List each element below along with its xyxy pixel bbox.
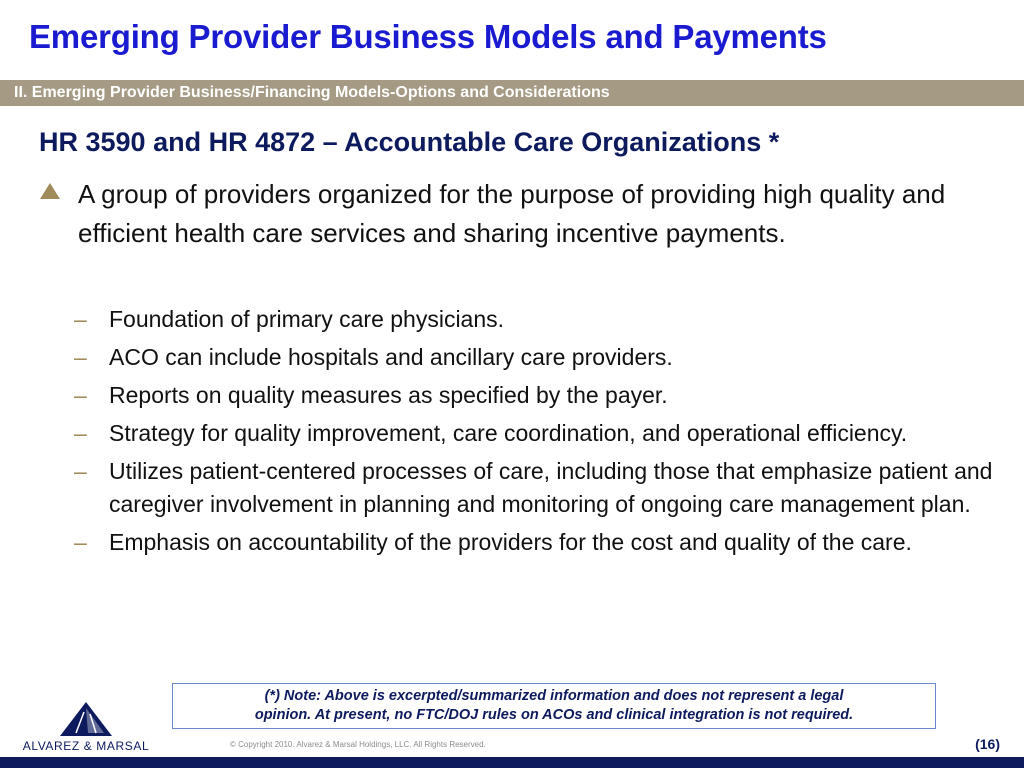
- note-line-2: opinion. At present, no FTC/DOJ rules on ACOs and clinical integration is not required.: [254, 707, 854, 723]
- triangle-bullet-icon: [40, 183, 60, 199]
- sub-bullet-item: [74, 417, 994, 450]
- sub-bullet-text: ACO can include hospitals and ancillary care providers.: [109, 344, 673, 370]
- dash-marker: –: [74, 529, 87, 555]
- copyright-text: © Copyright 2010. Alvarez & Marsal Holdings, LLC. All Rights Reserved.: [230, 740, 486, 749]
- section-label: II. Emerging Provider Business/Financing Models-Options and Considerations: [14, 84, 610, 101]
- legal-note-box: [172, 683, 936, 729]
- sub-bullet-text: Reports on quality measures as specified by the payer.: [109, 382, 668, 408]
- page-number: (16): [975, 736, 1000, 752]
- sub-bullet-text: Foundation of primary care physicians.: [109, 306, 505, 332]
- sub-bullet-text: Utilizes patient-centered processes of care, including those that emphasize patient and caregiver involvement in planning and monitoring of ongoing care management plan.: [109, 458, 993, 517]
- dash-marker: –: [74, 306, 87, 332]
- sub-bullet-item: [74, 341, 994, 374]
- slide-title: Emerging Provider Business Models and Payments: [29, 18, 827, 55]
- sub-bullet-item: [74, 303, 994, 336]
- sub-bullet-item: [74, 526, 994, 559]
- note-line-1: (*) Note: Above is excerpted/summarized information and does not represent a legal: [264, 688, 844, 704]
- mountain-logo-icon: [58, 700, 114, 738]
- main-bullet-text: A group of providers organized for the purpose of providing high quality and efficient health care services and sharing incentive payments.: [78, 179, 946, 248]
- section-bar: [0, 80, 1024, 106]
- dash-marker: –: [74, 420, 87, 446]
- sub-bullet-text: Strategy for quality improvement, care coordination, and operational efficiency.: [109, 420, 908, 446]
- sub-bullet-item: [74, 379, 994, 412]
- sub-bullet-text: Emphasis on accountability of the providers for the cost and quality of the care.: [109, 529, 912, 555]
- dash-marker: –: [74, 344, 87, 370]
- slide-heading: HR 3590 and HR 4872 – Accountable Care Organizations *: [39, 127, 780, 157]
- logo-wordmark: ALVAREZ & MARSAL: [22, 739, 150, 753]
- bottom-rule: [0, 757, 1024, 768]
- company-logo: [18, 700, 154, 752]
- dash-marker: –: [74, 458, 87, 484]
- sub-bullet-item: [74, 455, 994, 521]
- dash-marker: –: [74, 382, 87, 408]
- sub-bullet-list: [74, 303, 994, 564]
